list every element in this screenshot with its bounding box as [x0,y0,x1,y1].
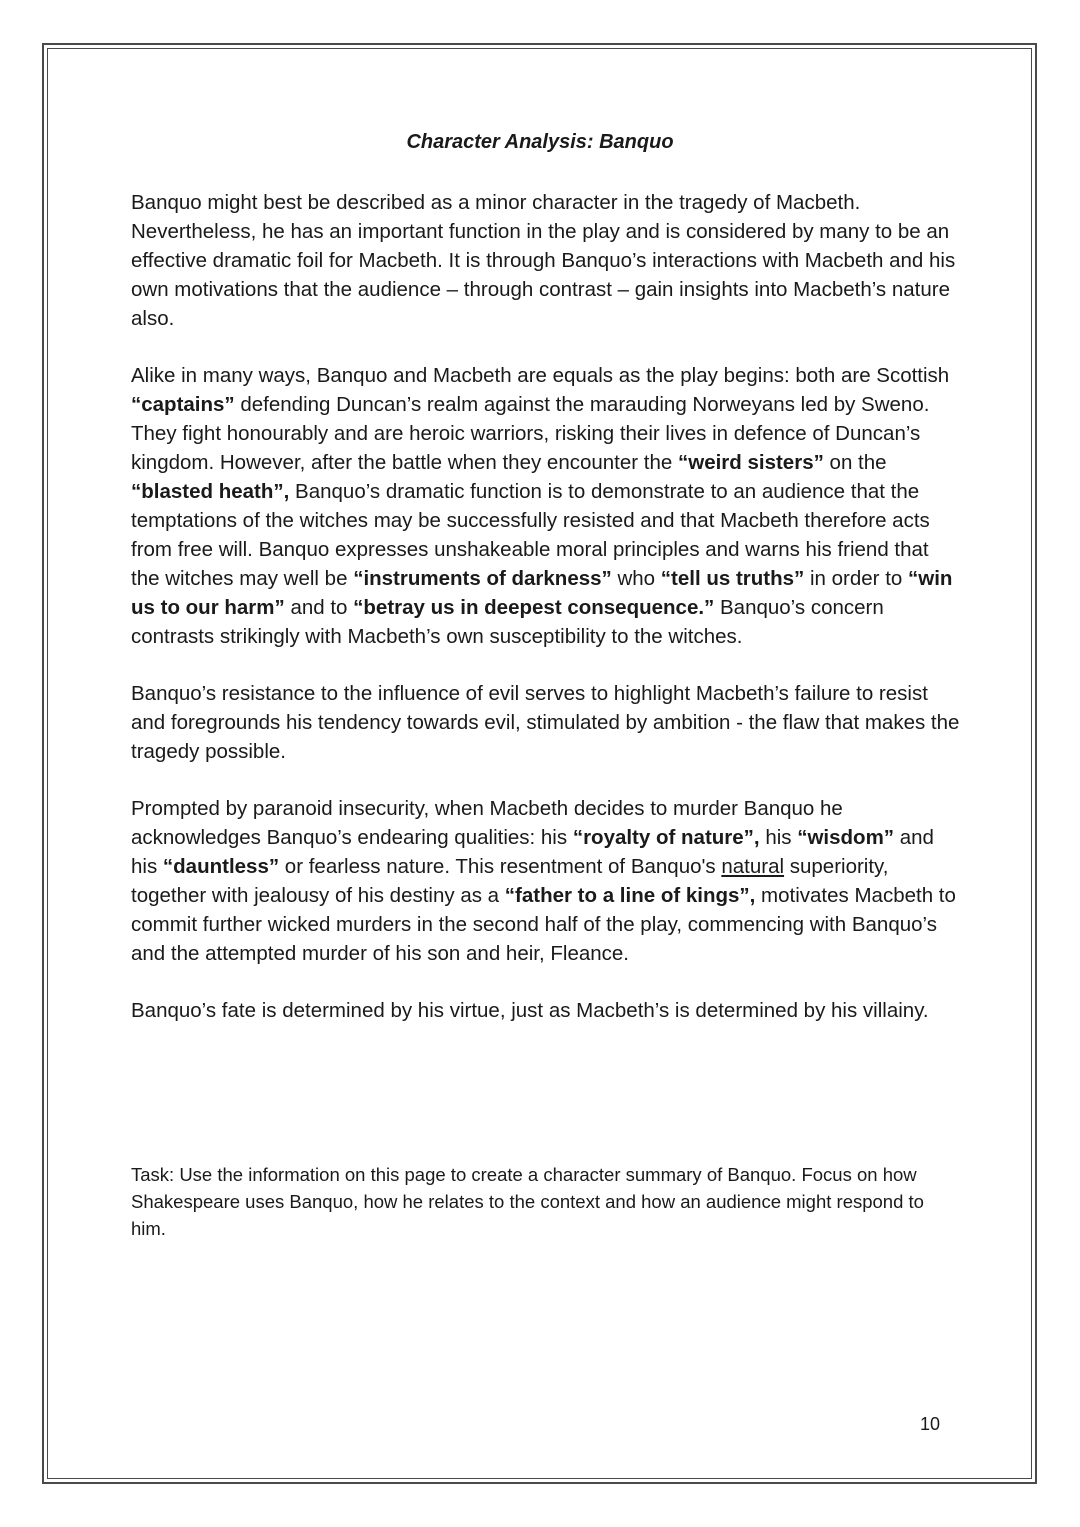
text-run: Banquo’s resistance to the influence of evil serves to highlight Macbeth’s failure to resist and foregrounds his tendency towards evil, stimulated by ambition - the flaw that makes the tragedy possible. [131,682,960,763]
underlined-text: natural [721,855,785,878]
paragraph-4 [131,794,961,968]
quote-bold: “dauntless” [162,855,280,878]
paragraph-5 [131,996,961,1025]
text-run: Banquo’s dramatic function is to demonstrate to an audience that the temptations of the witches may be successfully resisted and that Macbeth therefore acts from free will. Banquo expresses unshakeable moral principles and warns his friend that the witches may well be [131,480,930,590]
paragraph-1 [131,188,961,333]
text-run: and to [284,596,354,619]
task-instructions: Task: Use the information on this page to create a character summary of Banquo. Focus on how Shakespeare uses Banquo, how he relates to the context and how an audience might respond to him. [131,1164,924,1239]
text-run: superiority, together with jealousy of his destiny as a [131,855,889,907]
quote-bold: “captains” [131,393,235,416]
quote-bold: “betray us in deepest consequence.” [353,596,715,619]
text-run: Prompted by paranoid insecurity, when Macbeth decides to murder Banquo he acknowledges Banquo’s endearing qualities: his [131,797,843,849]
text-run: Banquo’s concern contrasts strikingly with Macbeth’s own susceptibility to the witches. [131,596,884,648]
quote-bold: “tell us truths” [660,567,805,590]
text-run: on the [823,451,887,474]
quote-bold: “blasted heath”, [131,480,290,503]
text-run: or fearless nature. This resentment of Banquo's [279,855,722,878]
text-run: defending Duncan’s realm against the marauding Norweyans led by Sweno. They fight honourably and are heroic warriors, risking their lives in defence of Duncan’s kingdom. However, after the battle when they encounter the [131,393,930,474]
text-run: his [759,826,798,849]
quote-bold: “wisdom” [797,826,895,849]
quote-bold: “instruments of darkness” [353,567,612,590]
text-run: Banquo’s fate is determined by his virtue, just as Macbeth’s is determined by his villainy. [131,999,929,1022]
text-run: in order to [804,567,908,590]
page-number: 10 [920,1414,941,1434]
body-text [131,188,961,1053]
page-title: Character Analysis: Banquo [406,131,674,153]
text-run: Banquo might best be described as a minor character in the tragedy of Macbeth. Nevertheless, he has an important function in the play and is considered by many to be an effective dramatic foil for Macbeth. It is through Banquo’s interactions with Macbeth and his own motivations that the audience – through contrast – gain insights into Macbeth’s nature also. [131,191,956,330]
paragraph-2 [131,361,961,651]
text-run: motivates Macbeth to commit further wicked murders in the second half of the play, commencing with Banquo’s and the attempted murder of his son and heir, Fleance. [131,884,956,965]
quote-bold: “win us to our harm” [131,567,953,619]
quote-bold: “royalty of nature”, [572,826,760,849]
paragraph-3 [131,679,961,766]
quote-bold: “father to a line of kings”, [504,884,756,907]
text-run: Alike in many ways, Banquo and Macbeth are equals as the play begins: both are Scottish [131,364,950,387]
text-run: who [611,567,661,590]
text-run: and his [131,826,934,878]
quote-bold: “weird sisters” [678,451,824,474]
